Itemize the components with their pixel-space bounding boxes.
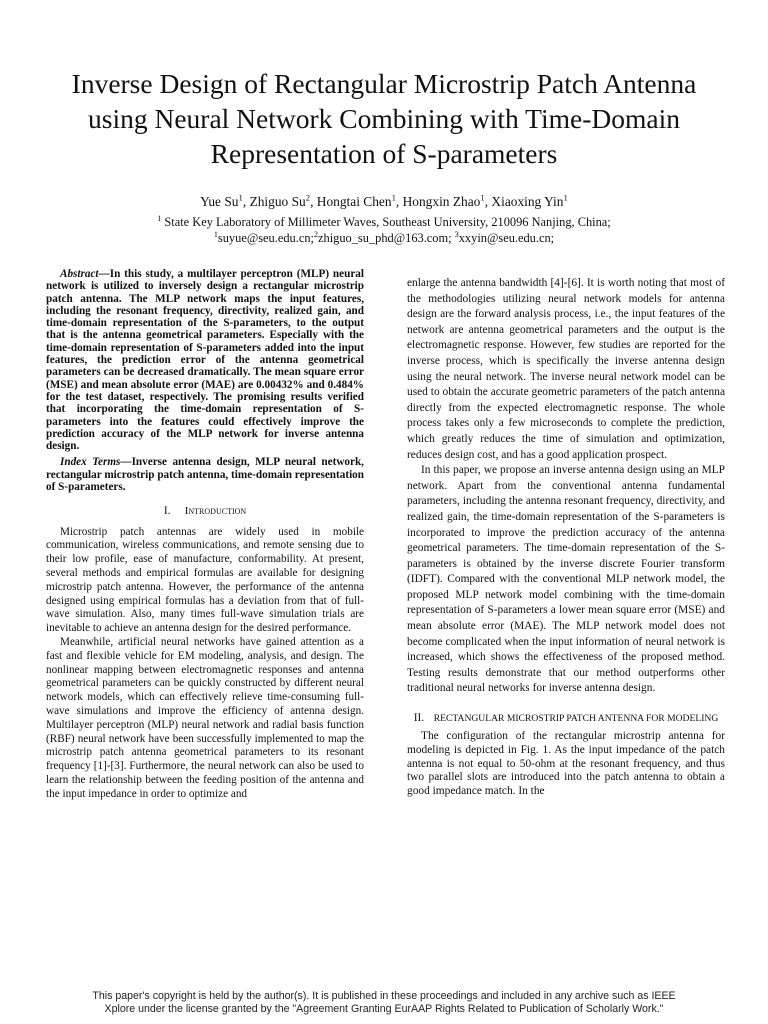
left-column — [46, 268, 364, 802]
author-affil-mark: 2 — [305, 192, 311, 203]
email: zhiguo_su_phd@163.com; — [318, 231, 452, 245]
email-mark: 1 — [213, 229, 218, 239]
email: suyue@seu.edu.cn; — [217, 231, 314, 245]
index-terms: Index Terms—Inverse antenna design, MLP neural network, rectangular microstrip patch antenna, time-domain representation of S-parameters. — [46, 456, 364, 494]
abstract-text: In this study, a multilayer perceptron (MLP) neural network is utilized to inversely design a rectangular microstrip patch antenna. The MLP network maps the input features, including the resonant frequency, directivity, realized gain, and time-domain representation of the S-parameters, to the output that is the antenna geometrical parameters. Especially with the time-domain representation of S-parameters added into the input features, the prediction error of the antenna geometrical parameters can be decreased dramatically. The mean square error (MSE) and mean absolute error (MAE) are 0.00432% and 0.484% for the test dataset, respectively. The promising results verified that incorporating the time-domain representation of S-parameters into the features could effectively improve the prediction accuracy of the MLP network for inverse antenna design. — [46, 268, 364, 453]
right-column — [407, 276, 725, 799]
author-name: Yue Su — [200, 194, 239, 209]
email-mark: 2 — [313, 229, 318, 239]
author-name: Hongtai Chen — [316, 194, 392, 209]
email-mark: 3 — [454, 229, 459, 239]
paragraph: In this paper, we propose an inverse antenna design using an MLP network. Apart from the conventional antenna fundamental parameters, including the antenna resonant frequency, directivity, and realized gain, the time-domain representation of the S-parameters is incorporated to improve the prediction accuracy of the antenna geometrical parameters. The time-domain representation of the S-parameters is obtained by the inverse discrete Fourier transform (IDFT). Compared with the conventional MLP network model, the proposed MLP network model combining with the time-domain representation of S-parameters a lower mean square error (MSE) and mean absolute error (MAE). The MLP network model does not become complicated when the input information of neural network is increased, which shows the effectiveness of the proposed method. Testing results demonstrate that our method outperforms other traditional neural networks for inverse antenna design. — [407, 464, 725, 695]
author-name: Zhiguo Su — [249, 194, 306, 209]
abstract-label: Abstract — [60, 268, 99, 280]
footer-line: This paper's copyright is held by the author(s). It is published in these proceedings and included in any archive such as IEEE — [92, 990, 676, 1002]
paper-title: Inverse Design of Rectangular Microstrip Patch Antenna using Neural Network Combining with Time-Domain Representation of S-parameters — [71, 68, 697, 169]
author-affil-mark: 1 — [480, 192, 485, 203]
copyright-footer — [0, 990, 768, 1016]
section-number: II. — [413, 712, 425, 725]
paragraph: Meanwhile, artificial neural networks have gained attention as a fast and flexible vehicle for EM modeling, analysis, and design. The nonlinear mapping between electromagnetic responses and antenna geometrical parameters can be quickly constructed by different neural network models, which can effectively relieve time-consuming full-wave simulations and improve the efficiency of antenna design. Multilayer perceptron (MLP) neural network and radial basis function (RBF) neural network have been successfully implemented to map the microstrip patch antenna geometrical parameters to its resonant frequency [1]-[3]. Furthermore, the neural network can also be used to learn the relationship between the feeding position of the antenna and the input impedance in order to optimize and — [46, 636, 364, 800]
author-affil-mark: 1 — [391, 192, 396, 203]
section-heading — [407, 711, 725, 726]
author-affil-mark: 1 — [563, 192, 568, 203]
section-heading — [46, 505, 364, 517]
footer-line: Xplore under the license granted by the "Agreement Granting EurAAP Rights Related to Publication of Scholarly Work." — [104, 1003, 664, 1015]
paragraph: enlarge the antenna bandwidth [4]-[6]. It is worth noting that most of the methodologies utilizing neural network models for antenna design are the forward analysis process, i.e., the input features of the network are antenna geometrical parameters and the output is the electromagnetic response. However, few studies are reported for the inverse process, which is specifically the inverse antenna design using the neural network. The inverse neural network model can be used to obtain the accurate geometric parameters of the patch antenna directly from the expected electromagnetic response. The whole process takes only a few microseconds to complete the prediction, which greatly reduces the time of simulation and optimization, reduces design cost, and has a good application prospect. — [407, 277, 725, 461]
abstract: Abstract—In this study, a multilayer perceptron (MLP) neural network is utilized to inversely design a rectangular microstrip patch antenna. The MLP network maps the input features, including the resonant frequency, directivity, realized gain, and time-domain representation of the S-parameters, to the output that is the antenna geometrical parameters. Especially with the time-domain representation of S-parameters added into the input features, the prediction error of the antenna geometrical parameters can be decreased dramatically. The mean square error (MSE) and mean absolute error (MAE) are 0.00432% and 0.484% for the test dataset, respectively. The promising results verified that incorporating the time-domain representation of S-parameters into the features could effectively improve the prediction accuracy of the MLP network for inverse antenna design. — [46, 268, 364, 453]
section-title: RECTANGULAR MICROSTRIP PATCH ANTENNA FOR MODELING — [433, 713, 719, 725]
affil-mark: 1 — [157, 213, 162, 223]
paragraph: Microstrip patch antennas are widely used in mobile communication, wireless communications, and remote sensing due to their low profile, ease of manufacture, conformability. At present, several methods and empirical formulas are available for designing microstrip patch antenna. However, the performance of the antenna designed using empirical formulas has a deviation from that of full-wave simulation. Also, many times full-wave simulation trials are inevitable to achieve an antenna design for the desired performance. — [46, 525, 364, 635]
author-list: Yue Su$^1$, Zhiguo Su$^2$, Hongtai Chen$^1$, Hongxin Zhao$^1$, Xiaoxing Yin$^1$ — [200, 192, 568, 209]
author-name: Hongxin Zhao — [402, 194, 481, 209]
index-terms-text: Inverse antenna design, MLP neural network, rectangular microstrip patch antenna, time-domain representation of S-parameters. — [46, 456, 364, 494]
index-terms-label: Index Terms — [60, 456, 121, 469]
affiliation-block — [0, 214, 768, 246]
email: xxyin@seu.edu.cn; — [458, 231, 555, 245]
affiliation-line — [0, 214, 768, 230]
email-line — [0, 230, 768, 246]
author-name: Xiaoxing Yin — [491, 194, 564, 209]
section-number: I. — [163, 505, 171, 518]
affiliation-text: State Key Laboratory of Millimeter Waves, Southeast University, 210096 Nanjing, China; — [164, 215, 611, 229]
author-affil-mark: 1 — [238, 192, 243, 203]
paragraph: The configuration of the rectangular microstrip antenna for modeling is depicted in Fig. 1. As the input impedance of the patch antenna is not equal to 50-ohm at the resonant frequency, and thus two parallel slots are introduced into the patch antenna to obtain a good impedance match. In the — [407, 730, 725, 798]
section-title: Introduction — [184, 505, 247, 518]
